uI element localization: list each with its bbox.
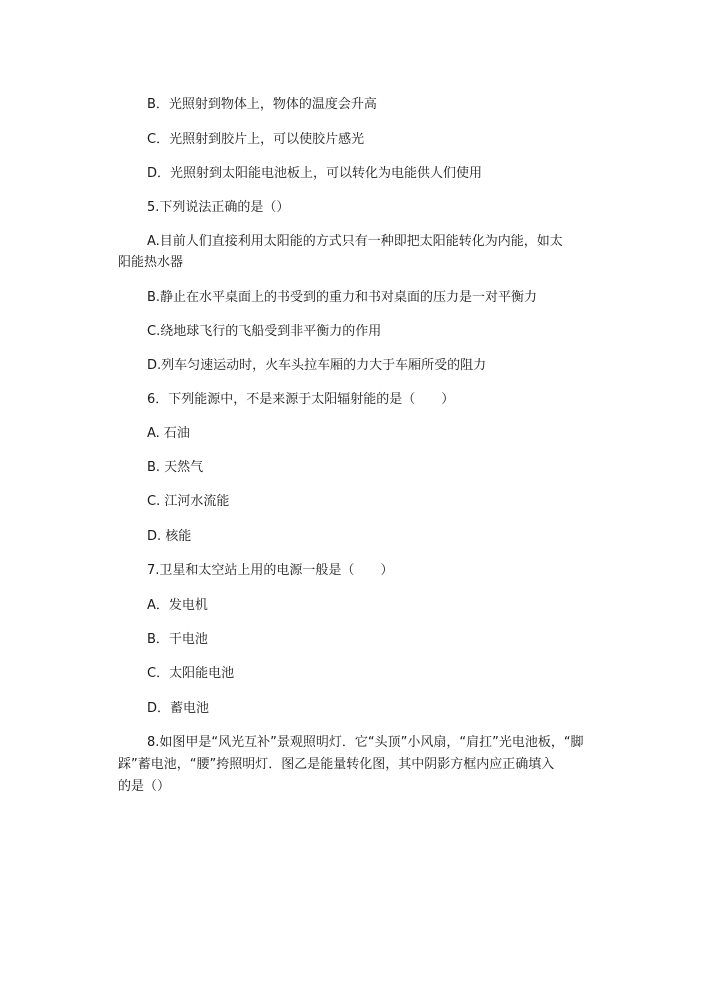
q7-stem: 7.卫星和太空站上用的电源一般是（ ） — [147, 563, 394, 578]
q5-option-b: B.静止在水平桌面上的书受到的重力和书对桌面的压力是一对平衡力 — [147, 290, 538, 305]
q8-stem-line2: 踩”蓄电池，“腰”挎照明灯．图乙是能量转化图，其中阴影方框内应正确填入 — [118, 757, 555, 772]
q7-option-d: D．蓄电池 — [147, 701, 210, 716]
q8-stem-line3: 的是（） — [118, 779, 171, 794]
q4-option-d: D．光照射到太阳能电池板上，可以转化为电能供人们使用 — [147, 166, 483, 181]
q6-option-d: D. 核能 — [147, 529, 192, 544]
q6-option-a: A. 石油 — [147, 426, 190, 441]
q5-option-a-line1: A.目前人们直接利用太阳能的方式只有一种即把太阳能转化为内能，如太 — [147, 234, 563, 249]
q5-option-d: D.列车匀速运动时，火车头拉车厢的力大于车厢所受的阻力 — [147, 358, 487, 373]
q5-option-a-line2: 阳能热水器 — [118, 255, 184, 270]
q7-option-b: B．干电池 — [147, 632, 208, 647]
q7-option-c: C．太阳能电池 — [147, 666, 235, 681]
q4-option-b: B．光照射到物体上，物体的温度会升高 — [147, 97, 377, 112]
q5-stem: 5.下列说法正确的是（） — [147, 200, 290, 215]
q7-option-a: A．发电机 — [147, 598, 208, 613]
q8-stem-line1: 8.如图甲是“风光互补”景观照明灯．它“头顶”小风扇，“肩扛”光电池板，“脚 — [147, 735, 584, 750]
q6-option-b: B. 天然气 — [147, 460, 204, 475]
q6-option-c: C. 江河水流能 — [147, 494, 230, 509]
q4-option-c: C．光照射到胶片上，可以使胶片感光 — [147, 132, 365, 147]
q5-option-c: C.绕地球飞行的飞船受到非平衡力的作用 — [147, 324, 382, 339]
q6-stem: 6．下列能源中，不是来源于太阳辐射能的是（ ） — [147, 392, 455, 407]
